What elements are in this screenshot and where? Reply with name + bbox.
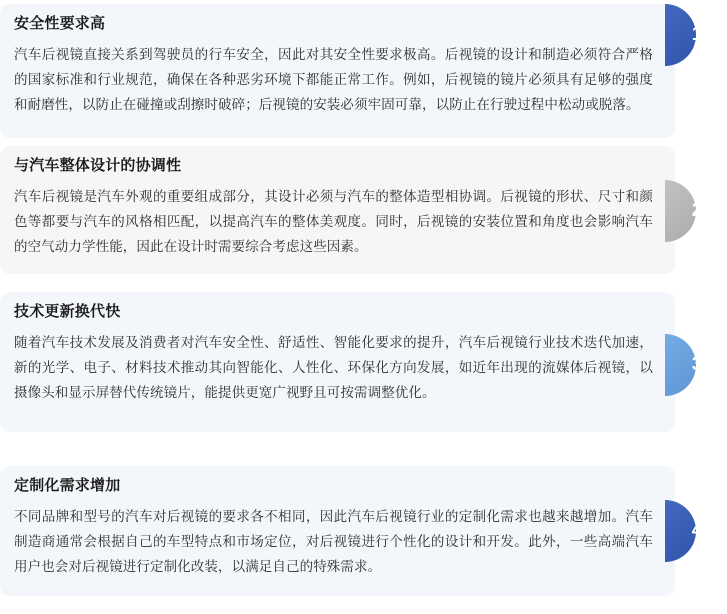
badge-number-1: 1	[691, 24, 703, 45]
step-badge-2	[665, 180, 727, 242]
card-title-4: 定制化需求增加	[14, 477, 121, 494]
badge-number-4: 4	[691, 520, 703, 541]
card-title-3: 技术更新换代快	[14, 303, 121, 320]
card-body-3: 随着汽车技术发展及消费者对汽车安全性、舒适性、智能化要求的提升，汽车后视镜行业技术迭代加速，新的光学、电子、材料技术推动其向智能化、人性化、环保化方向发展，如近年出现的流媒体后视镜，以摄像头和显示屏替代传统镜片，能提供更宽广视野且可按需调整优化。	[14, 335, 653, 400]
step-badge-4	[665, 500, 727, 562]
content-card-1	[0, 4, 675, 138]
content-card-4	[0, 466, 675, 596]
badge-number-2: 2	[691, 200, 703, 221]
step-badge-3	[665, 334, 727, 396]
card-body-2: 汽车后视镜是汽车外观的重要组成部分，其设计必须与汽车的整体造型相协调。后视镜的形状、尺寸和颜色等都要与汽车的风格相匹配，以提高汽车的整体美观度。同时，后视镜的安装位置和角度也会影响汽车的空气动力学性能，因此在设计时需要综合考虑这些因素。	[14, 189, 653, 254]
card-body-4: 不同品牌和型号的汽车对后视镜的要求各不相同，因此汽车后视镜行业的定制化需求也越来越增加。汽车制造商通常会根据自己的车型特点和市场定位，对后视镜进行个性化的设计和开发。此外，一些高端汽车用户也会对后视镜进行定制化改装，以满足自己的特殊需求。	[14, 509, 653, 574]
card-title-1: 安全性要求高	[14, 15, 106, 32]
card-title-2: 与汽车整体设计的协调性	[14, 157, 182, 174]
content-card-3	[0, 292, 675, 432]
badge-number-3: 3	[691, 354, 703, 375]
card-body-1: 汽车后视镜直接关系到驾驶员的行车安全，因此对其安全性要求极高。后视镜的设计和制造必须符合严格的国家标准和行业规范，确保在各种恶劣环境下都能正常工作。例如，后视镜的镜片必须具有足够的强度和耐磨性，以防止在碰撞或刮擦时破碎；后视镜的安装必须牢固可靠，以防止在行驶过程中松动或脱落。	[14, 47, 653, 112]
content-card-2	[0, 146, 675, 274]
step-badge-1	[665, 4, 727, 66]
